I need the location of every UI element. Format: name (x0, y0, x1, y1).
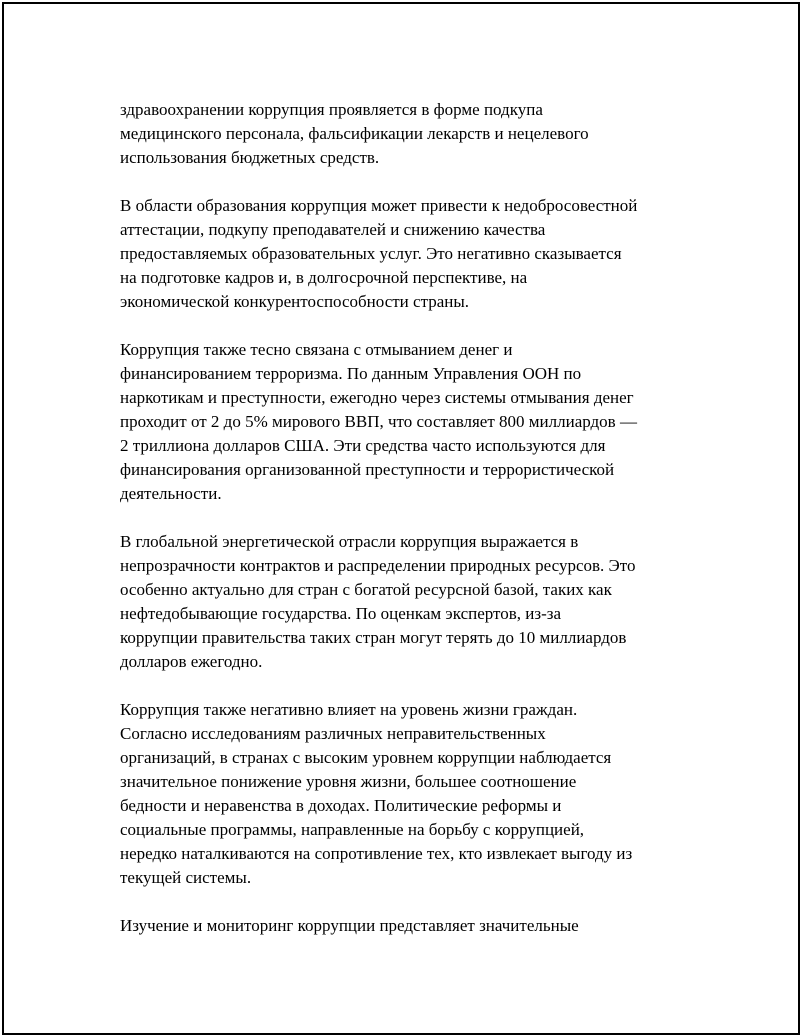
text-line: коррупции правительства таких стран могут терять до 10 миллиардов (120, 628, 627, 647)
text-line: на подготовке кадров и, в долгосрочной перспективе, на (120, 268, 528, 287)
text-line: наркотикам и преступности, ежегодно через системы отмывания денег (120, 388, 634, 407)
text-line: непрозрачности контрактов и распределении природных ресурсов. Это (120, 556, 636, 575)
text-line: долларов ежегодно. (120, 652, 263, 671)
text-line: В глобальной энергетической отрасли коррупция выражается в (120, 532, 579, 551)
text-line: использования бюджетных средств. (120, 148, 380, 167)
text-line: финансирования организованной преступности и террористической (120, 460, 615, 479)
text-line: здравоохранении коррупция проявляется в форме подкупа (120, 100, 543, 119)
text-line: Коррупция также тесно связана с отмыванием денег и (120, 340, 513, 359)
text-line: аттестации, подкупу преподавателей и снижению качества (120, 220, 546, 239)
text-line: предоставляемых образовательных услуг. Это негативно сказывается (120, 244, 622, 263)
text-line: 2 триллиона долларов США. Эти средства часто используются для (120, 436, 606, 455)
paragraph-3 (120, 338, 700, 506)
text-line: Изучение и мониторинг коррупции представляет значительные (120, 916, 579, 935)
text-line: медицинского персонала, фальсификации лекарств и нецелевого (120, 124, 589, 143)
paragraph-6 (120, 914, 700, 938)
text-line: организаций, в странах с высоким уровнем коррупции наблюдается (120, 748, 612, 767)
paragraph-5 (120, 698, 700, 890)
text-line: нередко наталкиваются на сопротивление тех, кто извлекает выгоду из (120, 844, 633, 863)
text-line: значительное понижение уровня жизни, большее соотношение (120, 772, 577, 791)
text-line: Согласно исследованиям различных неправительственных (120, 724, 546, 743)
text-line: В области образования коррупция может привести к недобросовестной (120, 196, 638, 215)
text-line: социальные программы, направленные на борьбу с коррупцией, (120, 820, 585, 839)
text-line: особенно актуально для стран с богатой ресурсной базой, таких как (120, 580, 612, 599)
page-frame (2, 2, 800, 1035)
document-body (120, 98, 700, 962)
text-line: деятельности. (120, 484, 222, 503)
text-line: нефтедобывающие государства. По оценкам экспертов, из-за (120, 604, 561, 623)
paragraph-2 (120, 194, 700, 314)
text-line: проходит от 2 до 5% мирового ВВП, что составляет 800 миллиардов — (120, 412, 637, 431)
text-line: финансированием терроризма. По данным Управления ООН по (120, 364, 582, 383)
text-line: бедности и неравенства в доходах. Политические реформы и (120, 796, 562, 815)
text-line: текущей системы. (120, 868, 252, 887)
text-line: экономической конкурентоспособности страны. (120, 292, 470, 311)
paragraph-1 (120, 98, 700, 170)
paragraph-4 (120, 530, 700, 674)
text-line: Коррупция также негативно влияет на уровень жизни граждан. (120, 700, 578, 719)
